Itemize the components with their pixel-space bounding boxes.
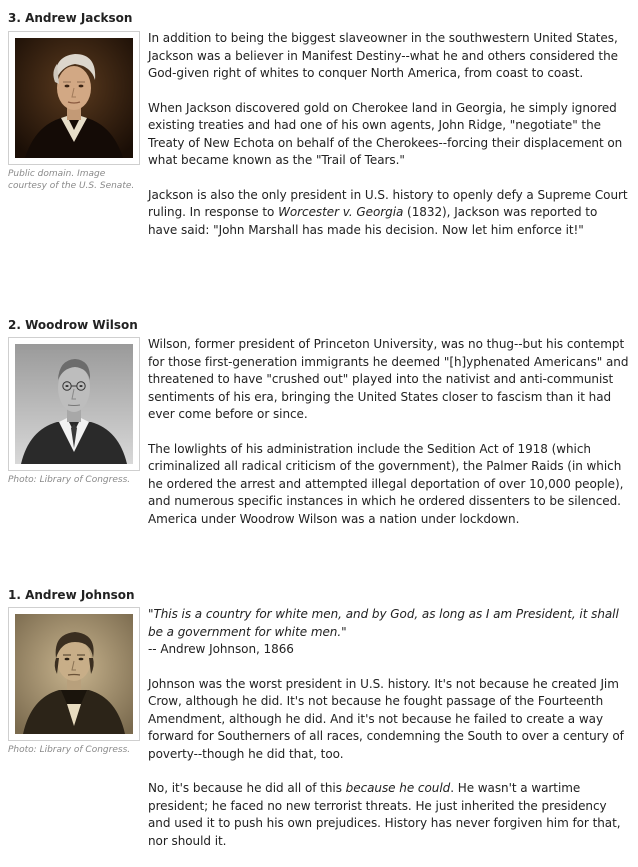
portrait-andrew-johnson	[8, 607, 140, 741]
section-body	[148, 606, 630, 867]
paragraph: In addition to being the biggest slaveowner in the southwestern United States, Jackson was a believer in Manifest Destiny--what he and others considered the God-given right of whites to conquer North America, from coast to coast.	[148, 31, 618, 80]
section-body	[148, 336, 630, 545]
quote-attribution: -- Andrew Johnson, 1866	[148, 642, 294, 656]
portrait-image	[15, 38, 133, 158]
portrait-image	[15, 344, 133, 464]
section-title: 1. Andrew Johnson	[8, 588, 135, 602]
section-title: 3. Andrew Jackson	[8, 11, 133, 25]
paragraph: When Jackson discovered gold on Cherokee land in Georgia, he simply ignored existing treaties and had one of his own agents, John Ridge, "negotiate" the Treaty of New Echota on behalf of the Cherokees--forcing their displacement on what became known as the "Trail of Tears."	[148, 100, 623, 167]
paragraph-text: (1832), Jackson was reported to have said: "John Marshall has made his decision. Now let him enforce it!"	[148, 205, 598, 237]
paragraph: The lowlights of his administration include the Sedition Act of 1918 (which criminalized all radical criticism of the government), the Palmer Raids (in which he ordered the arrest and attempted illegal deportation of over 10,000 people), and numerous specific instances in which he ordered dissenters to be silenced. America under Woodrow Wilson was a nation under lockdown.	[148, 441, 624, 526]
portrait-image	[15, 614, 133, 734]
photo-caption: Photo: Library of Congress.	[8, 475, 131, 485]
section-andrew-johnson	[8, 588, 630, 863]
section-title: 2. Woodrow Wilson	[8, 318, 138, 332]
photo-caption: Public domain. Image courtesy of the U.S. Senate.	[8, 169, 135, 191]
section-andrew-jackson	[8, 11, 630, 301]
paragraph	[148, 780, 630, 850]
paragraph: Wilson, former president of Princeton University, was no thug--but his contempt for those first-generation immigrants he deemed "[h]yphenated Americans" and threatened to have "crushed out" played into the nativist and anti-communist sentiments of his era, bringing the United States closer to fascism than it had ever come before or since.	[148, 337, 629, 421]
court-case-title: Worcester v. Georgia	[278, 205, 404, 219]
section-body	[148, 30, 630, 256]
portrait-woodrow-wilson	[8, 337, 140, 471]
section-woodrow-wilson	[8, 318, 630, 568]
paragraph: Johnson was the worst president in U.S. history. It's not because he created Jim Crow, although he did. It's not because he fought passage of the Fourteenth Amendment, although he did. And it's not because he failed to create a way forward for Southerners of all races, condemning the South to over a century of poverty--though he did that, too.	[148, 676, 624, 761]
quote: "This is a country for white men, and by God, as long as I am President, it shall be a government for white men."	[148, 607, 619, 639]
paragraph-text: Jackson is also the only president in U.S. history to openly defy a Supreme Court ruling. In response to	[148, 187, 628, 219]
portrait-andrew-jackson	[8, 31, 140, 165]
paragraph-text: . He wasn't a wartime president; he faced no new terrorist threats. He just inherited the presidency and used it to push his own prejudices. History has never forgiven him for that, nor should it.	[148, 781, 621, 848]
paragraph-text: No, it's because he did all of this	[148, 781, 346, 795]
photo-caption: Photo: Library of Congress.	[8, 745, 131, 755]
paragraph	[148, 187, 630, 240]
emphasis: because he could	[345, 781, 451, 795]
